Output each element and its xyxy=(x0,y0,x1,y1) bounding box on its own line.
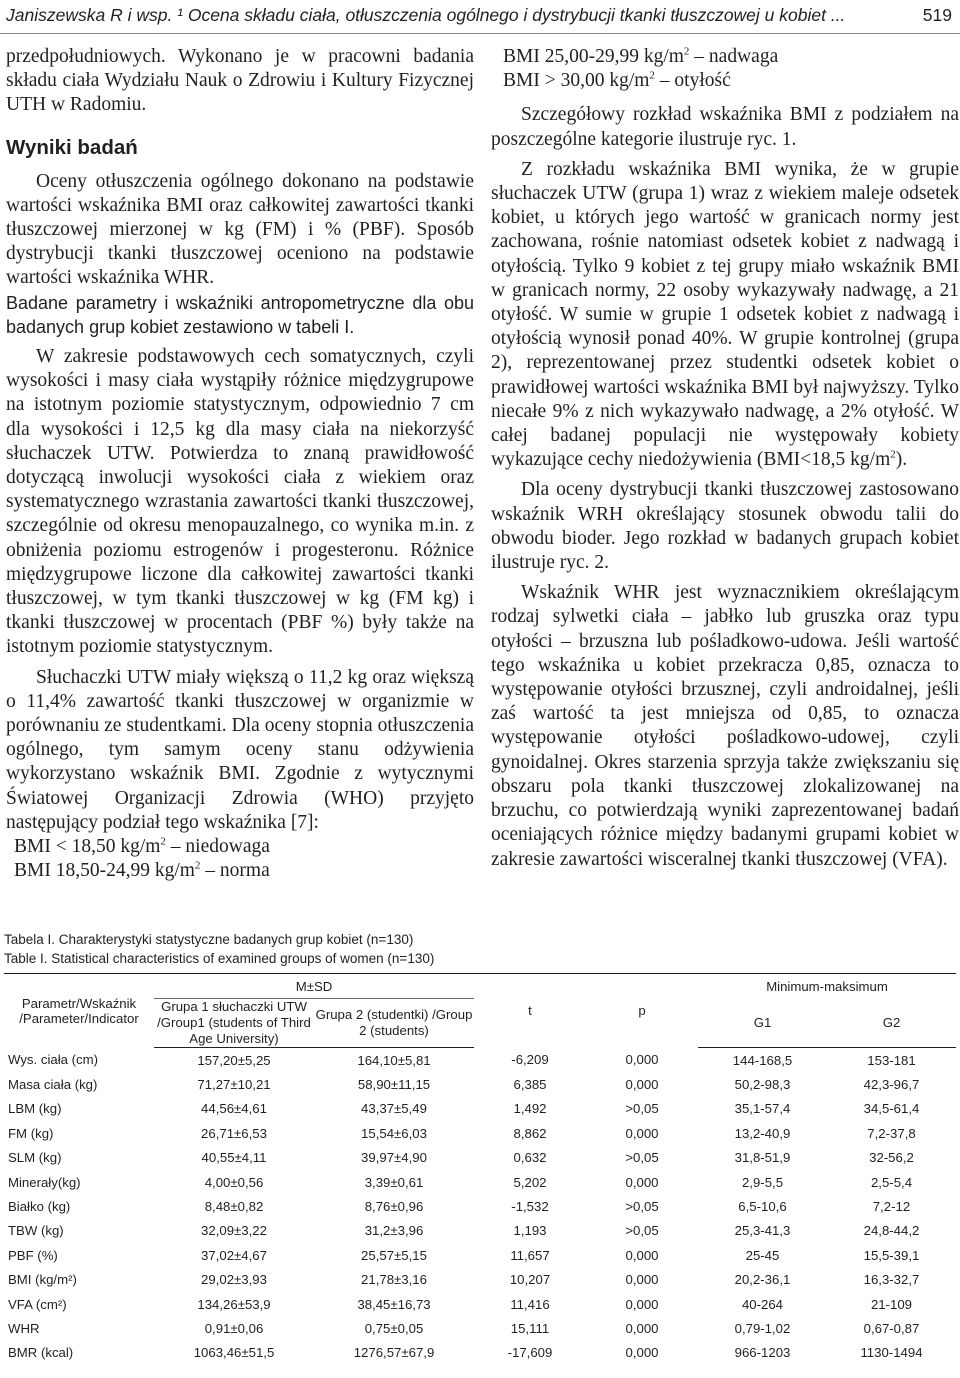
range-g1: 2,9-5,5 xyxy=(741,1174,784,1190)
table-row xyxy=(4,1316,956,1340)
t-value: 10,207 xyxy=(509,1272,551,1288)
range-g2: 16,3-32,7 xyxy=(863,1272,920,1288)
paragraph: Słuchaczki UTW miały większą o 11,2 kg oraz większą o 11,4% zawartość tkanki tłuszczowej w organizmie w porównaniu ze studentkami. Dla oceny stopnia otłuszczenia ogólnego, tym samym oceny stanu odżywienia wykorzystano wskaźnik BMI. Zgodnie z wytycznymi Światowej Organizacji Zdrowia (WHO) przyjęto następujący podział tego wskaźnika [7]: xyxy=(6,666,474,833)
group2-mean-sd: 43,37±5,49 xyxy=(361,1101,427,1117)
p-value: 0,000 xyxy=(625,1320,659,1336)
bmi-category-line: BMI 25,00-29,99 $kg/m^2$ – nadwaga xyxy=(503,45,779,67)
p-value: 0,000 xyxy=(625,1247,659,1263)
table-row xyxy=(4,1268,956,1292)
table-row xyxy=(4,1097,956,1121)
t-value: 6,385 xyxy=(513,1077,547,1093)
p-value: 0,000 xyxy=(625,1052,659,1068)
group2-mean-sd: 25,57±5,15 xyxy=(361,1247,427,1263)
parameter-name: BMI (kg/m²) xyxy=(8,1272,77,1288)
page-number: 519 xyxy=(922,5,952,25)
column-header-group1: Grupa 1 słuchaczki UTW /Group1 (students of Third Age University) xyxy=(154,999,314,1048)
range-g2: 32-56,2 xyxy=(869,1150,914,1166)
range-g1: 144-168,5 xyxy=(732,1052,793,1068)
group2-mean-sd: 58,90±11,15 xyxy=(357,1077,431,1093)
section-title: Wyniki badań xyxy=(6,135,138,159)
column-header-minmax: Minimum-maksimum xyxy=(698,974,956,999)
paragraph: przedpołudniowych. Wykonano je w pracowni badania składu ciała Wydziału Nauk o Zdrowiu i Kultury Fizycznej UTH w Radomiu. xyxy=(6,46,474,116)
range-g2: 42,3-96,7 xyxy=(863,1077,920,1093)
p-value: >0,05 xyxy=(625,1199,659,1215)
p-value: >0,05 xyxy=(625,1150,659,1166)
table-row xyxy=(4,1341,956,1365)
column-header-msd: M±SD xyxy=(154,974,474,999)
t-value: -17,609 xyxy=(507,1345,553,1361)
column-header-min-g1: G1 xyxy=(698,999,827,1048)
range-g2: 7,2-12 xyxy=(872,1199,911,1215)
range-g1: 25,3-41,3 xyxy=(734,1223,791,1239)
paragraph: W zakresie podstawowych cech somatycznych, czyli wysokości i masy ciała wystąpiły różnice międzygrupowe na istotnym poziomie statystycznym, odpowiednio 7 cm dla wysokości i 12,5 kg dla masy ciała na niekorzyść słuchaczek UTW. Potwierdza to znaną prawidłowość dotyczącą inwolucji wysokości ciała z wiekiem oraz systematycznego wzrastania zawartości tkanki tłuszczowej, szczególnie od okresu menopauzalnego, co wynika m.in. z obniżenia poziomu estrogenów i progesteronu. Różnice międzygrupowe liczone dla całkowitej zawartości tkanki tłuszczowej, w tym tkanki tłuszczowej w kg (FM kg) i tkanki tłuszczowej w procentach (PBF %) były także na istotnym poziomie statystycznym. xyxy=(6,346,474,658)
group1-mean-sd: 44,56±4,61 xyxy=(201,1101,267,1117)
group2-mean-sd: 21,78±3,16 xyxy=(361,1272,427,1288)
p-value: 0,000 xyxy=(625,1272,659,1288)
paragraph: Szczegółowy rozkład wskaźnika BMI z podziałem na poszczególne kategorie ilustruje ryc. 1. xyxy=(491,104,959,150)
range-g1: 20,2-36,1 xyxy=(734,1272,791,1288)
table-row xyxy=(4,1292,956,1316)
group2-mean-sd: 31,2±3,96 xyxy=(364,1223,424,1239)
parameter-name: SLM (kg) xyxy=(8,1150,62,1166)
range-g1: 35,1-57,4 xyxy=(734,1101,791,1117)
column-header-min-g2: G2 xyxy=(827,999,956,1048)
range-g1: 966-1203 xyxy=(734,1345,791,1361)
parameter-name: Minerały(kg) xyxy=(8,1174,81,1190)
range-g1: 40-264 xyxy=(741,1296,784,1312)
range-g1: 25-45 xyxy=(745,1247,780,1263)
t-value: -1,532 xyxy=(511,1199,549,1215)
t-value: 11,416 xyxy=(510,1296,550,1312)
paragraph: Dla oceny dystrybucji tkanki tłuszczowej zastosowano wskaźnik WRH określający stosunek obwodu talii do obwodu bioder. Jego rozkład w badanych grupach kobiet ilustruje ryc. 2. xyxy=(491,479,959,574)
t-value: 15,111 xyxy=(510,1320,550,1336)
table-row xyxy=(4,1219,956,1243)
parameter-name: TBW (kg) xyxy=(8,1223,64,1239)
group1-mean-sd: 26,71±6,53 xyxy=(201,1125,267,1141)
group1-mean-sd: 32,09±3,22 xyxy=(201,1223,267,1239)
table-row xyxy=(4,1146,956,1170)
parameter-name: PBF (%) xyxy=(8,1247,58,1263)
group2-mean-sd: 15,54±6,03 xyxy=(361,1125,427,1141)
group2-mean-sd: 8,76±0,96 xyxy=(364,1199,424,1215)
table-row xyxy=(4,1072,956,1096)
range-g2: 0,67-0,87 xyxy=(863,1320,920,1336)
bmi-category-line: BMI 18,50-24,99 $kg/m^2$ – norma xyxy=(14,859,270,882)
statistics-table xyxy=(4,973,956,1365)
group2-mean-sd: 39,97±4,90 xyxy=(361,1150,427,1166)
group1-mean-sd: 71,27±10,21 xyxy=(197,1077,271,1093)
parameter-name: LBM (kg) xyxy=(8,1101,62,1117)
parameter-name: BMR (kcal) xyxy=(8,1345,74,1361)
t-value: 5,202 xyxy=(513,1174,547,1190)
column-header-p: p xyxy=(586,974,698,1048)
group2-mean-sd: 0,75±0,05 xyxy=(364,1320,424,1336)
range-g2: 15,5-39,1 xyxy=(863,1247,920,1263)
group1-mean-sd: 40,55±4,11 xyxy=(201,1150,267,1166)
p-value: 0,000 xyxy=(625,1174,659,1190)
range-g2: 34,5-61,4 xyxy=(863,1101,920,1117)
range-g2: 1130-1494 xyxy=(860,1345,923,1361)
parameter-name: Wys. ciała (cm) xyxy=(8,1052,98,1068)
p-value: 0,000 xyxy=(625,1125,659,1141)
group2-mean-sd: 3,39±0,61 xyxy=(364,1174,424,1190)
range-g2: 7,2-37,8 xyxy=(867,1125,916,1141)
table-row xyxy=(4,1194,956,1218)
parameter-name: Białko (kg) xyxy=(8,1199,71,1215)
right-column xyxy=(491,45,959,872)
group1-mean-sd: 8,48±0,82 xyxy=(204,1199,264,1215)
range-g1: 13,2-40,9 xyxy=(734,1125,791,1141)
paragraph: Badane parametry i wskaźniki antropometryczne dla obu badanych grup kobiet zestawiono w tabeli I. xyxy=(6,292,474,337)
range-g1: 31,8-51,9 xyxy=(734,1150,791,1166)
paragraph: Oceny otłuszczenia ogólnego dokonano na podstawie wartości wskaźnika BMI oraz całkowitej zawartości tkanki tłuszczowej mierzonej w kg (FM) i % (PBF). Sposób dystrybucji tkanki tłuszczowej oceniono na podstawie wartości wskaźnika WHR. xyxy=(6,170,474,289)
group1-mean-sd: 0,91±0,06 xyxy=(204,1320,264,1336)
range-g1: 0,79-1,02 xyxy=(734,1320,791,1336)
range-g2: 21-109 xyxy=(870,1296,913,1312)
left-column xyxy=(6,45,474,884)
t-value: 11,657 xyxy=(510,1247,550,1263)
p-value: 0,000 xyxy=(625,1345,659,1361)
parameter-name: VFA (cm²) xyxy=(8,1296,67,1312)
group1-mean-sd: 134,26±53,9 xyxy=(197,1296,271,1312)
table-row xyxy=(4,1048,956,1073)
parameter-name: Masa ciała (kg) xyxy=(8,1077,98,1093)
column-header-t: t xyxy=(474,974,586,1048)
p-value: 0,000 xyxy=(625,1077,659,1093)
paragraph: Z rozkładu wskaźnika BMI wynika, że w grupie słuchaczek UTW (grupa 1) wraz z wiekiem maleje odsetek kobiet, u których jego wartość w granicach normy jest zachowana, rośnie natomiast odsetek kobiet z nadwagą i otyłością. Tylko 9 kobiet z tej grupy miało wskaźnik BMI w granicach normy, 22 osoby wykazywały nadwagę, a 21 otyłość. W sumie w grupie 1 odsetek kobiet z nadwagą i otyłością wynosił ponad 40%. W grupie kontrolnej (grupa 2), reprezentowanej przez studentki odsetek kobiet o prawidłowej wartości wskaźnika BMI był najwyższy. Tylko niecałe 9% z nich wykazywało nadwagę, a 2% otyłość. W całej badanej populacji nie występowały kobiety wykazujące cechy niedożywienia (BMI<18,5 $kg/m^2$). xyxy=(491,158,959,471)
group2-mean-sd: 1276,57±67,9 xyxy=(353,1345,435,1361)
t-value: 8,862 xyxy=(513,1125,547,1141)
range-g2: 2,5-5,4 xyxy=(870,1174,913,1190)
running-title: Janiszewska R i wsp. ¹ Ocena składu ciała, otłuszczenia ogólnego i dystrybucji tkanki tłuszczowej u kobiet ... xyxy=(6,5,846,25)
table-caption-en: Table I. Statistical characteristics of examined groups of women (n=130) xyxy=(4,951,435,966)
table-row xyxy=(4,1243,956,1267)
bmi-category-line: BMI > 30,00 $kg/m^2$ – otyłość xyxy=(503,69,731,92)
t-value: 1,193 xyxy=(513,1223,547,1239)
parameter-name: FM (kg) xyxy=(8,1125,54,1141)
table-caption-pl: Tabela I. Charakterystyki statystyczne badanych grup kobiet (n=130) xyxy=(4,932,414,947)
group1-mean-sd: 29,02±3,93 xyxy=(201,1272,267,1288)
column-header-group2: Grupa 2 (studentki) /Group 2 (students) xyxy=(314,999,474,1048)
group1-mean-sd: 4,00±0,56 xyxy=(204,1174,264,1190)
parameter-name: WHR xyxy=(8,1320,40,1336)
t-value: 1,492 xyxy=(513,1101,547,1117)
group1-mean-sd: 157,20±5,25 xyxy=(197,1052,271,1068)
range-g1: 6,5-10,6 xyxy=(738,1199,787,1215)
range-g1: 50,2-98,3 xyxy=(734,1077,791,1093)
range-g2: 153-181 xyxy=(867,1052,916,1068)
t-value: 0,632 xyxy=(513,1150,547,1166)
table-row xyxy=(4,1121,956,1145)
table-row xyxy=(4,1170,956,1194)
p-value: >0,05 xyxy=(625,1223,659,1239)
table-caption xyxy=(4,930,434,968)
bmi-category-line: BMI < 18,50 $kg/m^2$ – niedowaga xyxy=(14,835,270,858)
paragraph: Wskaźnik WHR jest wyznacznikiem określającym rodzaj sylwetki ciała – jabłko lub gruszka oraz typu otyłości – brzuszna lub pośladkowo-udowa. Jeśli wartość tego wskaźnika u kobiet przekracza 0,85, oznacza to występowanie otyłości brzusznej, czyli androidalnej, jeśli zaś wartość ta jest mniejsza od 0,85, to oznacza występowanie otyłości pośladkowo-udowej, czyli gynoidalnej. Okres starzenia sprzyja także zwiększaniu się obszaru pola tkanki tłuszczowej zlokalizowanej na brzuchu, co potwierdzają wyniki zaprezentowanej badań oceniających różnice między badanymi grupami kobiet w zakresie zawartości wisceralnej tkanki tłuszczowej (VFA). xyxy=(491,582,959,870)
group2-mean-sd: 38,45±16,73 xyxy=(357,1296,431,1312)
group1-mean-sd: 37,02±4,67 xyxy=(201,1247,267,1263)
table-body xyxy=(4,1048,956,1366)
p-value: >0,05 xyxy=(625,1101,659,1117)
range-g2: 24,8-44,2 xyxy=(863,1223,920,1239)
t-value: -6,209 xyxy=(511,1052,549,1068)
running-header xyxy=(0,0,960,34)
group2-mean-sd: 164,10±5,81 xyxy=(357,1052,431,1068)
group1-mean-sd: 1063,46±51,5 xyxy=(193,1345,275,1361)
column-header-parameter: Parametr/Wskaźnik /Parameter/Indicator xyxy=(4,974,154,1048)
p-value: 0,000 xyxy=(625,1296,659,1312)
